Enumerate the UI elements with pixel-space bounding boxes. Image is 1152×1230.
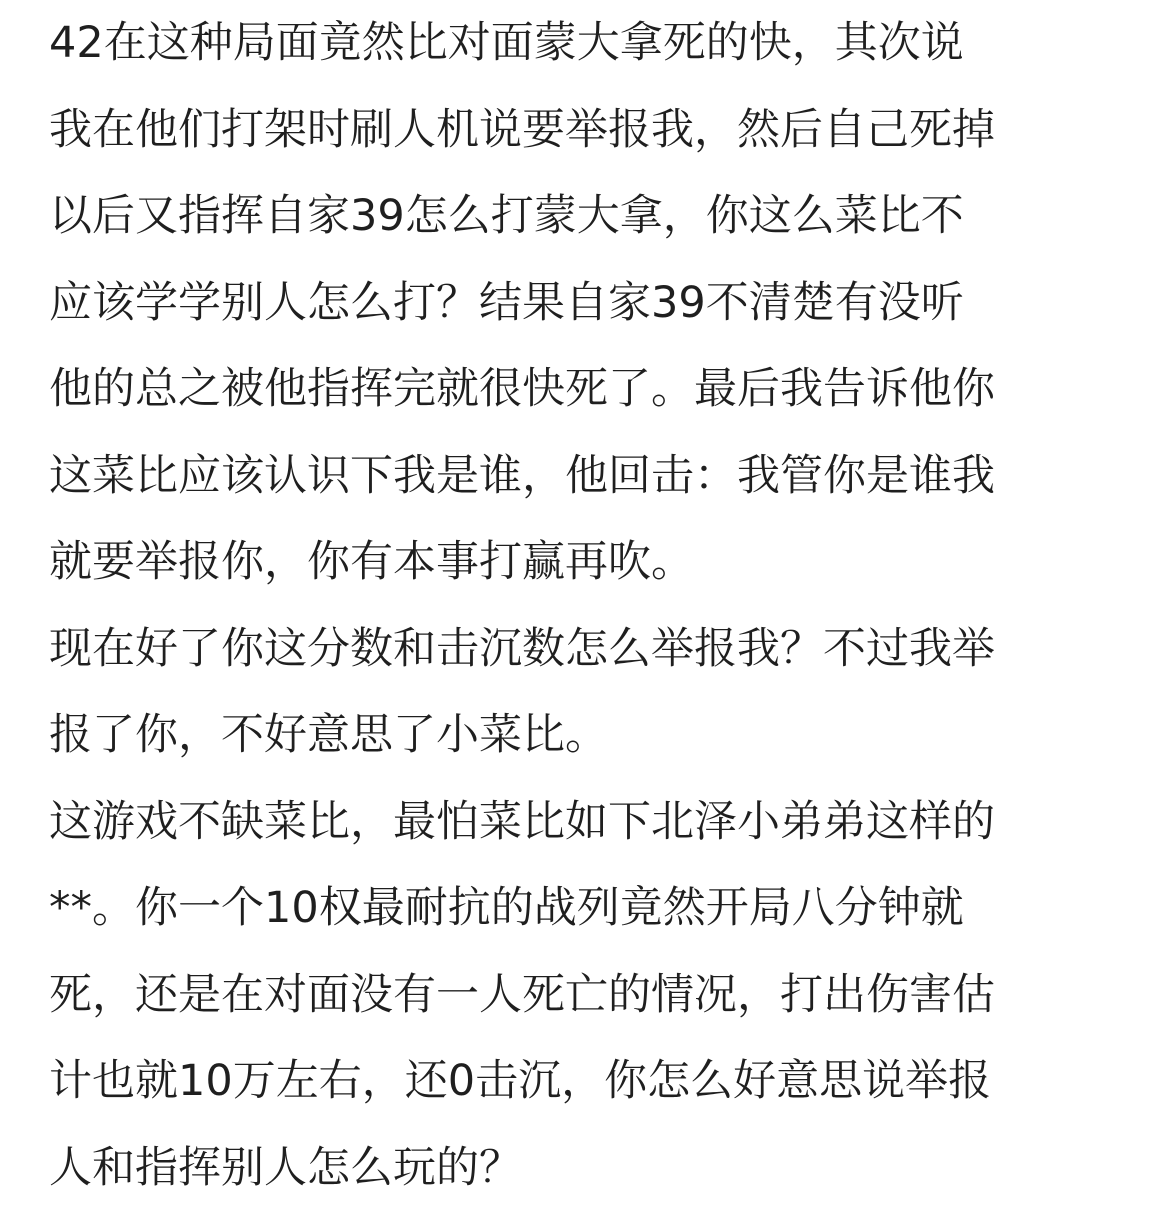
text-line: 人和指挥别人怎么玩的？ (49, 1142, 522, 1193)
text-line: 42在这种局面竟然比对面蒙大拿死的快，其次说 (49, 18, 964, 68)
text-line: 死，还是在对面没有一人死亡的情况，打出伤害估 (49, 969, 995, 1020)
text-line: 报了你，不好意思了小菜比。 (49, 710, 608, 760)
text-line: 现在好了你这分数和击沉数怎么举报我？不过我举 (49, 623, 995, 674)
text-line: 这菜比应该认识下我是谁，他回击：我管你是谁我 (49, 450, 995, 501)
text-line: **。你一个10权最耐抗的战列竟然开局八分钟就 (49, 883, 964, 933)
text-line: 我在他们打架时刷人机说要举报我，然后自己死掉 (49, 104, 995, 155)
text-line: 以后又指挥自家39怎么打蒙大拿，你这么菜比不 (49, 191, 964, 241)
post-body (49, 0, 1105, 1211)
text-line: 计也就10万左右，还0击沉，你怎么好意思说举报 (49, 1056, 992, 1106)
text-line: 他的总之被他指挥完就很快死了。最后我告诉他你 (49, 364, 995, 414)
text-line: 就要举报你，你有本事打赢再吹。 (49, 537, 694, 587)
text-line: 应该学学别人怎么打？结果自家39不清楚有没听 (49, 277, 964, 328)
text-line: 这游戏不缺菜比，最怕菜比如下北泽小弟弟这样的 (49, 796, 995, 847)
